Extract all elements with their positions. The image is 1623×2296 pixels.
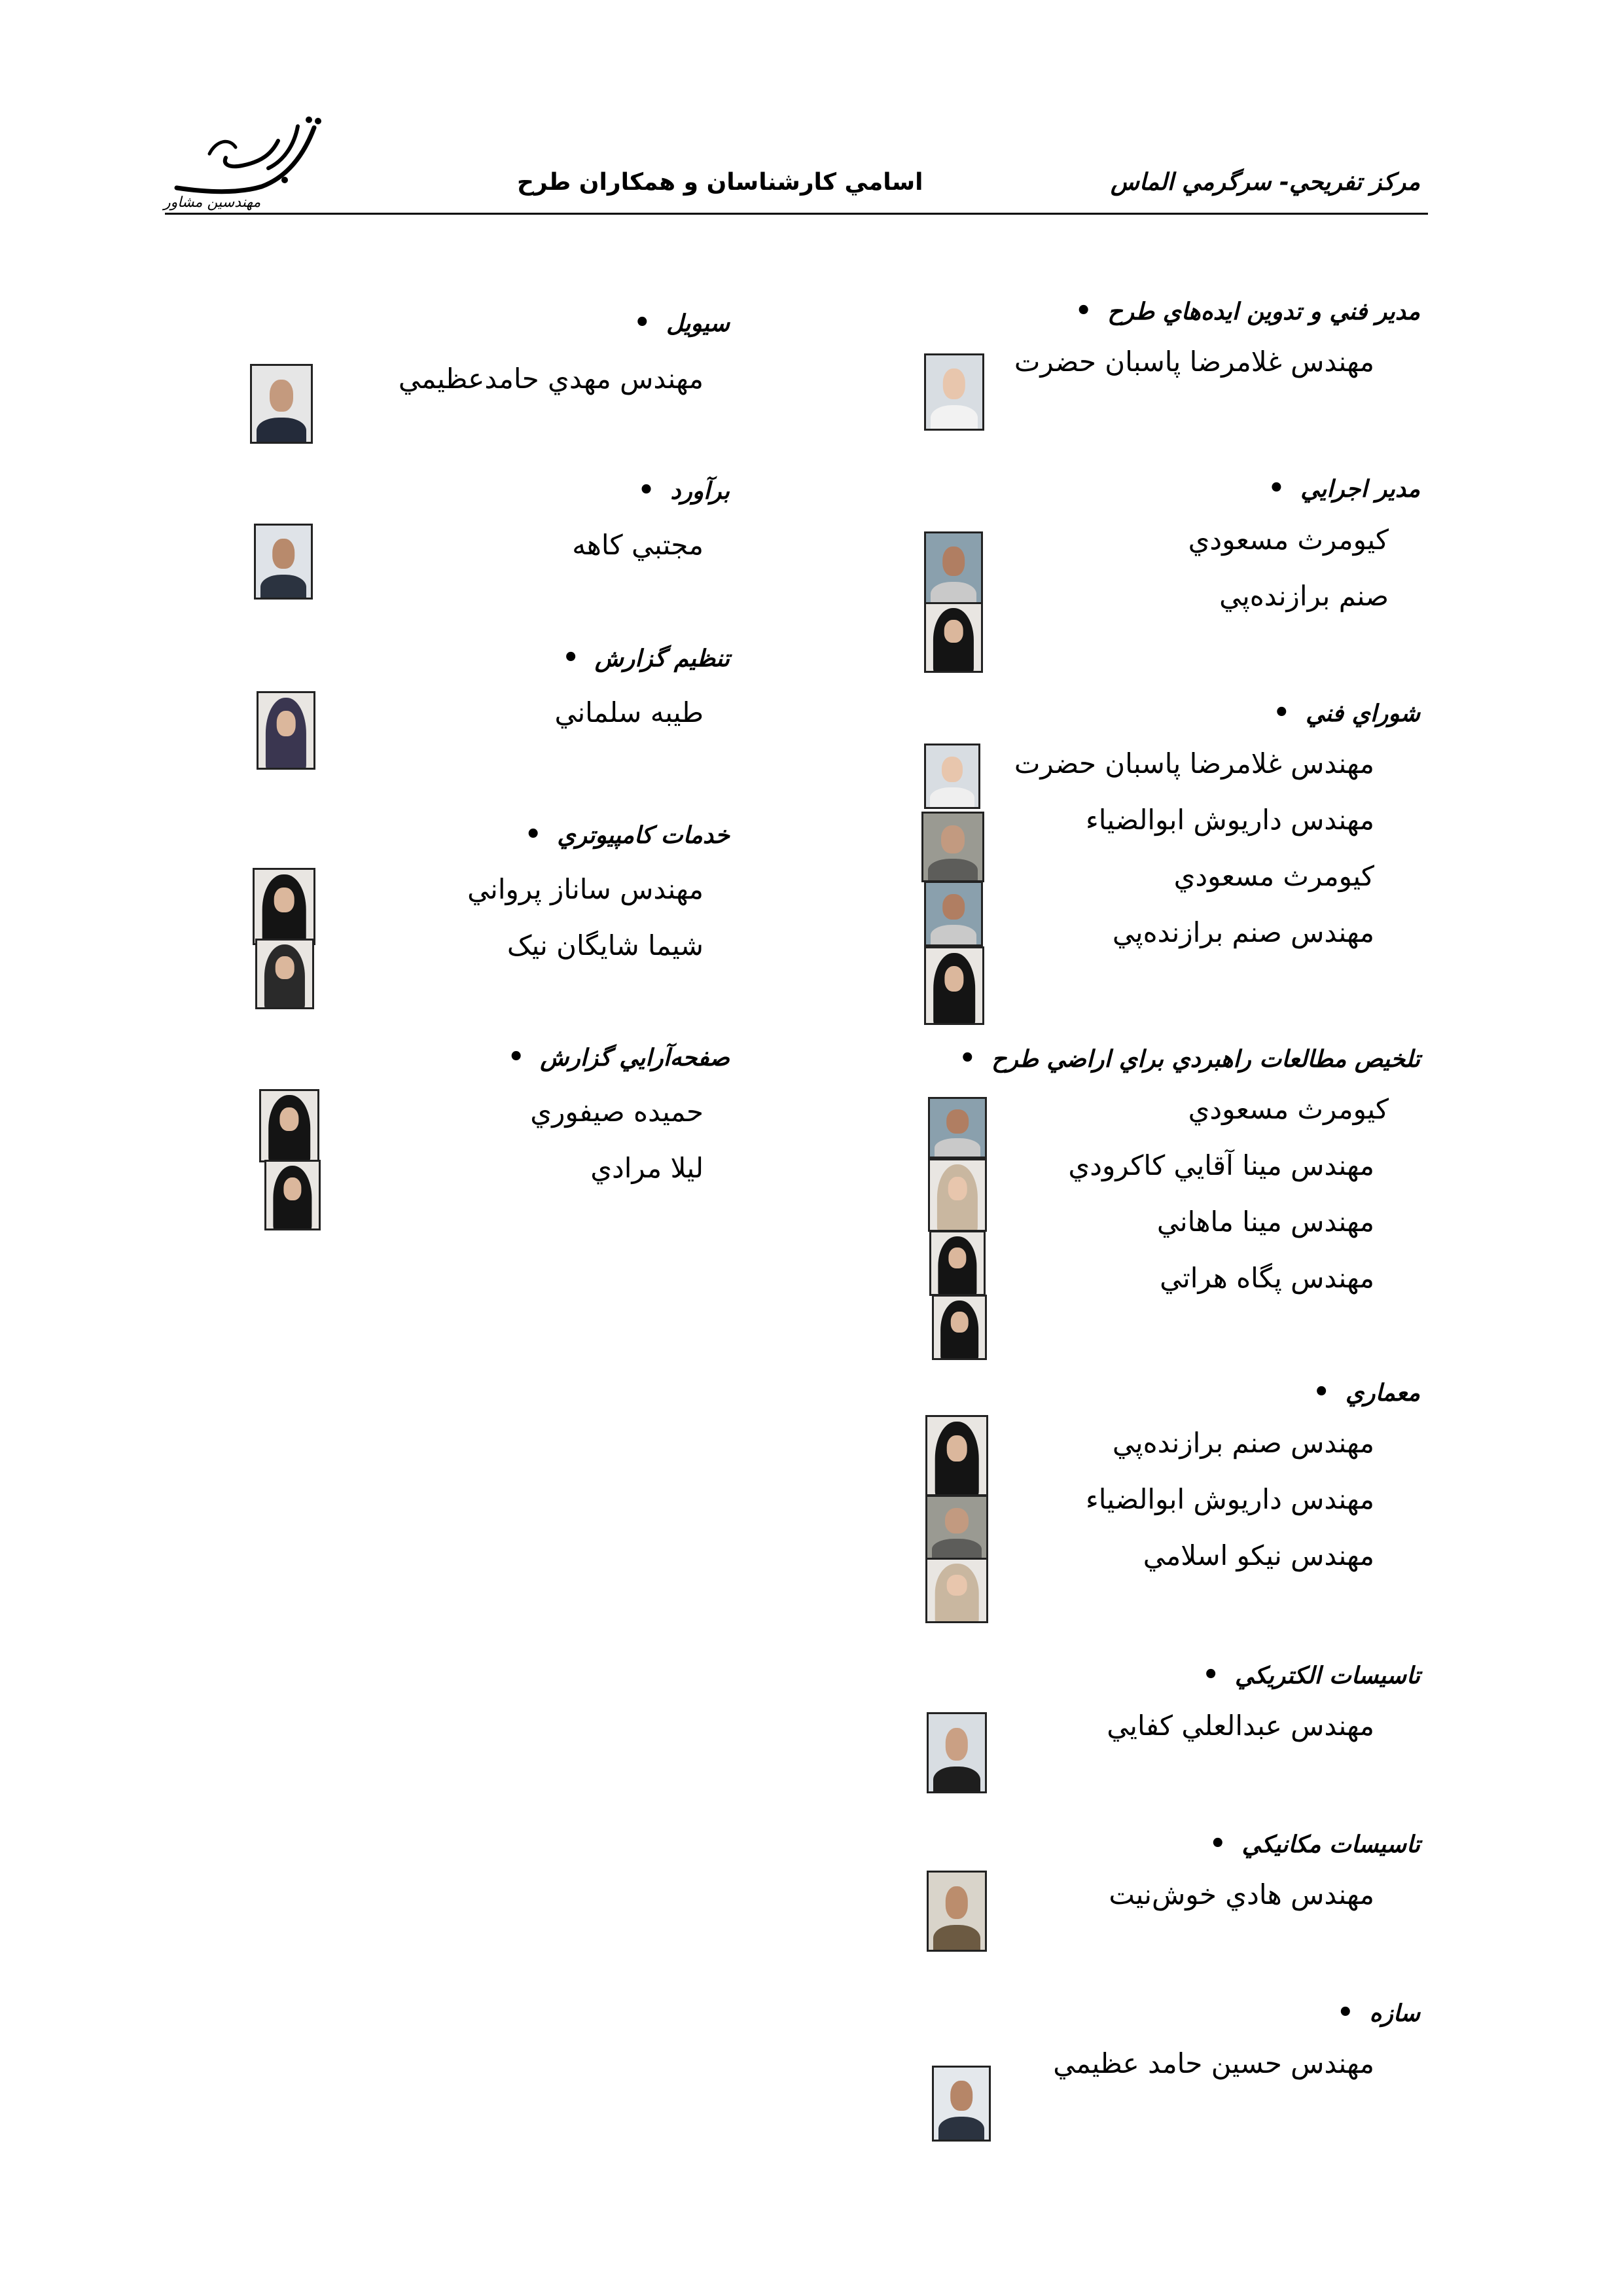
staff-name: طيبه سلماني	[554, 696, 704, 728]
staff-name: مهندس صنم برازنده‌پي	[1112, 1427, 1374, 1459]
section-heading-architecture: معماري •	[1313, 1377, 1420, 1407]
staff-name: مهندس صنم برازنده‌پي	[1112, 916, 1374, 948]
section-heading-executive-manager: مدير اجرايي •	[1268, 473, 1420, 503]
staff-photo	[250, 364, 313, 444]
header-divider	[165, 213, 1428, 215]
staff-name: شيما شايگان نيک	[507, 929, 704, 961]
staff-name: مهندس مهدي حامدعظيمي	[398, 363, 704, 395]
section-heading-computer-services: خدمات کامپيوتري •	[525, 819, 730, 850]
staff-photo	[254, 524, 313, 600]
section-heading-mechanical: تاسيسات مکانيکي •	[1209, 1829, 1420, 1859]
staff-name: مهندس حسين حامد عظيمي	[1053, 2047, 1374, 2079]
staff-photo	[929, 1230, 986, 1296]
header-page-title: اسامي کارشناسان و همکاران طرح	[517, 169, 923, 196]
section-heading-structure: سازه •	[1337, 1998, 1420, 2028]
staff-name: مهندس غلامرضا پاسبان حضرت	[1014, 346, 1374, 378]
staff-photo	[924, 744, 980, 809]
staff-name: کيومرث مسعودي	[1173, 860, 1374, 892]
staff-name: مهندس داريوش ابوالضياء	[1085, 1483, 1374, 1515]
staff-name: مهندس عبدالعلي کفايي	[1107, 1710, 1374, 1742]
staff-photo	[924, 602, 983, 673]
staff-photo	[925, 1558, 988, 1623]
staff-name: مهندس مينا آقايي کاکرودي	[1068, 1149, 1374, 1181]
logo-subtitle: مهندسين مشاور	[164, 194, 261, 211]
staff-photo	[924, 881, 983, 946]
staff-name: مهندس داريوش ابوالضياء	[1085, 804, 1374, 836]
staff-photo	[253, 868, 315, 945]
staff-name: صنم برازنده‌پي	[1219, 580, 1389, 612]
staff-name: مهندس هادي خوش‌نيت	[1109, 1878, 1374, 1910]
section-heading-electrical: تاسيسات الکتريکي •	[1202, 1660, 1420, 1690]
section-heading-report-compilation: تنظيم گزارش •	[562, 643, 730, 673]
staff-name: مجتبي کاهه	[572, 529, 704, 561]
section-heading-strategic-studies: تلخيص مطالعات راهبردي براي اراضي طرح •	[959, 1043, 1420, 1073]
staff-photo	[932, 1295, 987, 1360]
staff-name: مهندس غلامرضا پاسبان حضرت	[1014, 747, 1374, 780]
staff-name: مهندس مينا ماهاني	[1156, 1206, 1374, 1238]
section-heading-technical-manager: مدير فني و تدوين ايده‌هاي طرح •	[1075, 296, 1420, 326]
staff-name: مهندس ساناز پرواني	[467, 873, 704, 905]
staff-name: کيومرث مسعودي	[1188, 524, 1389, 556]
staff-photo	[264, 1160, 321, 1230]
section-heading-report-layout: صفحه‌آرايي گزارش •	[508, 1042, 730, 1072]
header-project-title: مرکز تفريحي- سرگرمي الماس	[1110, 169, 1420, 196]
staff-photo	[927, 1712, 987, 1793]
staff-name: ليلا مرادي	[590, 1152, 704, 1184]
calligraphy-logo-icon	[164, 115, 334, 200]
staff-name: حميده صيفوري	[530, 1096, 704, 1128]
staff-photo	[921, 812, 984, 882]
staff-photo	[257, 691, 315, 770]
staff-photo	[924, 946, 984, 1025]
staff-photo	[259, 1089, 319, 1162]
staff-name: کيومرث مسعودي	[1188, 1093, 1389, 1125]
staff-photo	[255, 939, 314, 1009]
staff-photo	[925, 1415, 988, 1496]
section-heading-civil: سيويل •	[634, 308, 730, 338]
staff-photo	[928, 1158, 987, 1232]
staff-photo	[928, 1097, 987, 1158]
staff-photo	[932, 2066, 991, 2142]
staff-photo	[924, 353, 984, 431]
section-heading-estimate: برآورد •	[638, 475, 730, 505]
staff-name: مهندس نيکو اسلامي	[1143, 1539, 1374, 1571]
staff-photo	[925, 1495, 988, 1560]
staff-name: مهندس پگاه هراتي	[1160, 1262, 1374, 1294]
company-logo	[164, 115, 334, 219]
staff-photo	[927, 1871, 987, 1952]
staff-photo	[924, 531, 983, 607]
section-heading-technical-council: شوراي فني •	[1273, 698, 1420, 728]
